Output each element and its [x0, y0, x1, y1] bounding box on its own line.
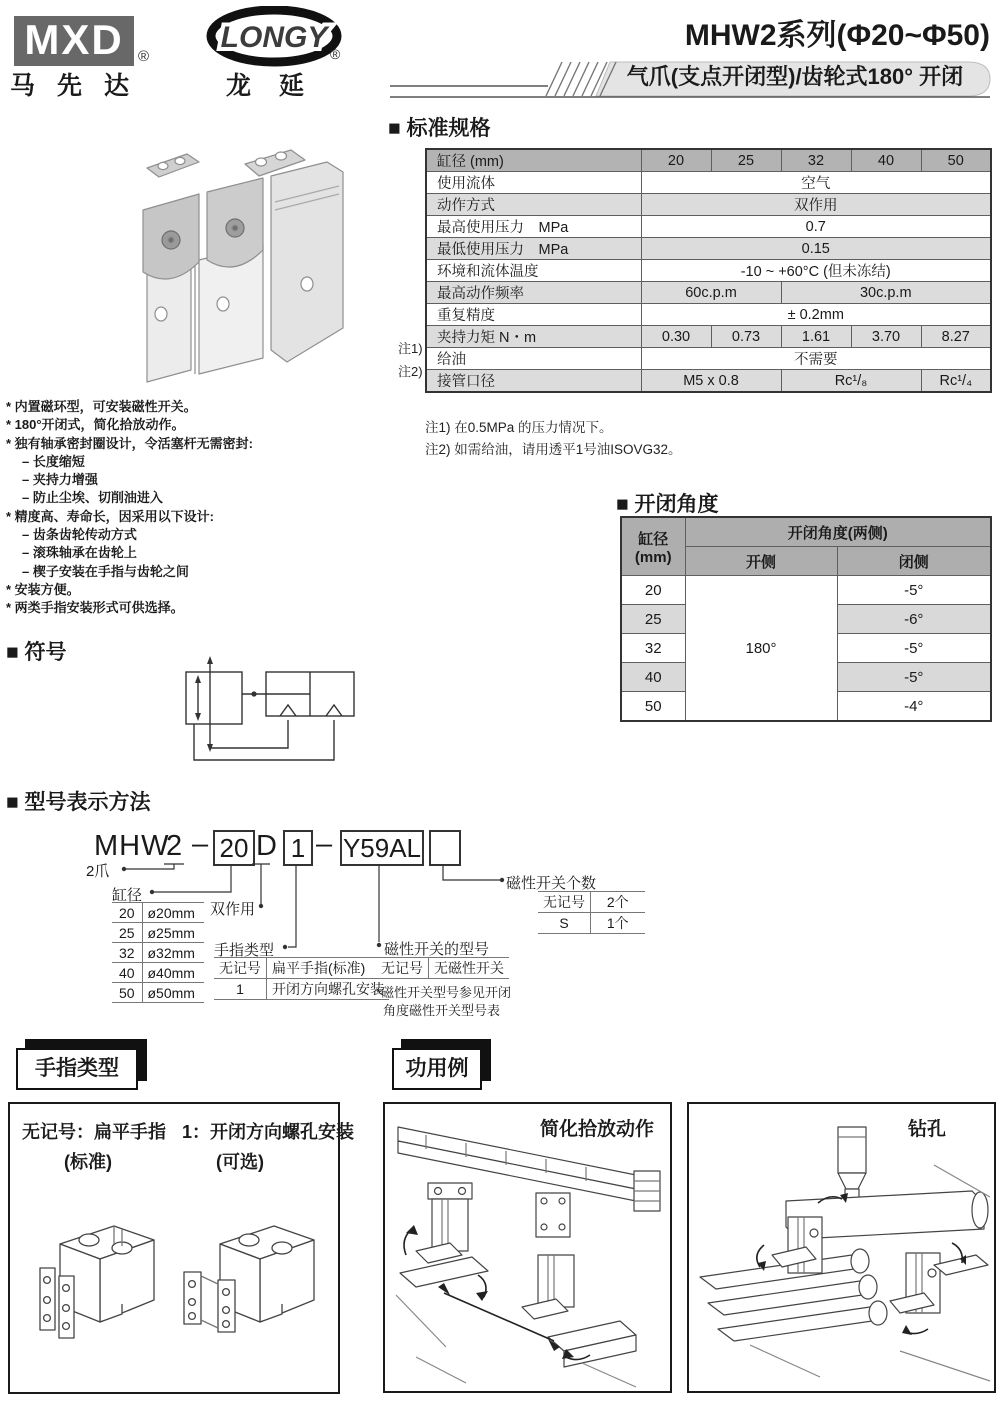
model-switch-note-1: *磁性开关型号参见开闭	[376, 985, 512, 1000]
spec-note1-prefix: 注1)	[398, 341, 423, 356]
finger-opt-sub: (可选)	[216, 1152, 264, 1172]
symbol-heading: ■ 符号	[6, 641, 67, 664]
bore-size: ø20mm	[142, 903, 204, 923]
model-claw-label: 2爪	[86, 863, 110, 880]
feature-item: * 180°开闭式，简化拾放动作。	[6, 417, 185, 433]
qty-code: 无记号	[538, 892, 591, 913]
angle-bore-cell: 32	[621, 634, 685, 663]
angle-close-cell: -6°	[837, 605, 991, 634]
feature-subitem: – 长度缩短	[22, 453, 85, 469]
spec-row-repeat	[426, 304, 991, 326]
spec-row-port	[426, 370, 991, 393]
spec-cell: 0.15	[641, 238, 991, 260]
spec-cell: 0.73	[711, 326, 781, 348]
angle-bore-header-line2: (mm)	[634, 548, 672, 566]
qty-code: S	[538, 913, 591, 934]
finger-desc: 扁平手指(标准)	[267, 958, 390, 979]
spec-bore: 40	[851, 149, 921, 172]
application-right-caption: 钻孔	[908, 1119, 947, 1140]
model-code-prefix: MHW	[94, 830, 170, 862]
spec-row-label: 使用流体	[426, 172, 641, 194]
longy-registered-mark: ®	[330, 46, 341, 62]
pneumatic-symbol-diagram	[158, 656, 358, 776]
application-left-caption: 简化拾放动作	[540, 1119, 655, 1140]
qty-value: 2个	[591, 892, 645, 913]
feature-item: * 精度高、寿命长，因采用以下设计:	[6, 508, 215, 524]
spec-cell: ± 0.2mm	[641, 304, 991, 326]
spec-header-row	[426, 149, 991, 172]
spec-bore: 25	[711, 149, 781, 172]
angle-open-value: 180°	[685, 576, 837, 722]
angle-heading: ■ 开闭角度	[616, 493, 719, 516]
model-code-switch-box: Y59AL	[340, 830, 424, 866]
model-code-claw: 2	[166, 830, 184, 862]
spec-cell: M5 x 0.8	[641, 370, 781, 393]
finger-optional-illustration	[172, 1196, 332, 1366]
angle-header-row	[621, 517, 991, 547]
model-qty-table	[538, 891, 645, 934]
finger-desc: 开闭方向螺孔安装	[267, 979, 390, 1000]
finger-code: 无记号	[214, 958, 267, 979]
spec-row-label: 重复精度	[426, 304, 641, 326]
spec-header-label: 缸径 (mm)	[426, 149, 641, 172]
spec-row-torque	[426, 326, 991, 348]
spec-row-oil	[426, 348, 991, 370]
angle-table	[620, 516, 992, 722]
spec-row-fluid	[426, 172, 991, 194]
spec-footnote-1: 注1) 在0.5MPa 的压力情况下。	[425, 420, 613, 435]
model-finger-label: 手指类型	[214, 942, 275, 959]
model-double-acting-label: 双作用	[210, 901, 256, 918]
bore-code: 25	[112, 923, 142, 943]
bore-size: ø25mm	[142, 923, 204, 943]
angle-bore-cell: 20	[621, 576, 685, 605]
feature-item: * 独有轴承密封圈设计，令活塞杆无需密封:	[6, 435, 254, 451]
spec-row-label: 环境和流体温度	[426, 260, 641, 282]
longy-logo	[202, 6, 347, 68]
model-switch-label: 磁性开关的型号	[384, 941, 490, 958]
angle-close-cell: -5°	[837, 576, 991, 605]
finger-opt-label: 1：开闭方向螺孔安装	[182, 1122, 355, 1142]
mxd-registered-mark: ®	[138, 48, 150, 65]
angle-close-header: 闭侧	[837, 547, 991, 576]
spec-row-label: 接管口径	[426, 370, 641, 393]
feature-subitem: – 齿条齿轮传动方式	[22, 527, 137, 543]
angle-close-cell: -4°	[837, 692, 991, 722]
angle-bore-header-line1: 缸径	[638, 530, 669, 548]
model-code-finger-box: 1	[283, 830, 313, 866]
feature-item: * 两类手指安装形式可供选择。	[6, 600, 184, 616]
model-bore-label: 缸径	[112, 887, 143, 904]
series-title: MHW2系列(Φ20~Φ50)	[684, 19, 990, 52]
spec-cell: 双作用	[641, 194, 991, 216]
switch-desc: 无磁性开关	[429, 958, 510, 979]
model-code-dash1: –	[192, 828, 210, 860]
feature-subitem: – 滚珠轴承在齿轮上	[22, 545, 137, 561]
longy-logo-text: LONGY	[220, 21, 328, 54]
mxd-logo: MXD	[14, 16, 134, 66]
spec-row-label: 动作方式	[426, 194, 641, 216]
angle-bore-cell: 25	[621, 605, 685, 634]
finger-type-tab: 手指类型	[16, 1048, 138, 1090]
angle-row	[621, 576, 991, 605]
model-heading: ■ 型号表示方法	[6, 791, 151, 814]
bore-code: 50	[112, 983, 142, 1003]
bore-code: 20	[112, 903, 142, 923]
feature-subitem: – 防止尘埃、切削油进入	[22, 490, 163, 506]
finger-standard-illustration	[22, 1196, 172, 1366]
finger-std-sub: (标准)	[64, 1152, 112, 1172]
bore-size: ø40mm	[142, 963, 204, 983]
model-qty-label: 磁性开关个数	[506, 875, 597, 892]
finger-std-label: 无记号：扁平手指	[22, 1122, 166, 1142]
spec-row-label: 最高使用压力 MPa	[426, 216, 641, 238]
model-bore-table	[112, 902, 204, 1003]
feature-list	[6, 398, 406, 618]
spec-row-maxp	[426, 216, 991, 238]
spec-row-minp	[426, 238, 991, 260]
model-finger-table	[214, 957, 389, 1000]
spec-bore: 32	[781, 149, 851, 172]
angle-bore-cell: 40	[621, 663, 685, 692]
angle-bore-header	[621, 517, 685, 576]
spec-cell: 空气	[641, 172, 991, 194]
longy-company-name: 龙延	[226, 72, 333, 100]
spec-cell: 1.61	[781, 326, 851, 348]
spec-row-label: 最高动作频率	[426, 282, 641, 304]
spec-footnote-2: 注2) 如需给油，请用透平1号油ISOVG32。	[425, 442, 682, 457]
finger-code: 1	[214, 979, 267, 1000]
angle-close-cell: -5°	[837, 663, 991, 692]
spec-table	[425, 148, 992, 393]
angle-span-header: 开闭角度(两侧)	[685, 517, 991, 547]
spec-cell: 60c.p.m	[641, 282, 781, 304]
model-code-bore-box: 20	[213, 830, 255, 866]
switch-code: 无记号	[376, 958, 429, 979]
spec-bore: 50	[921, 149, 991, 172]
feature-item: * 内置磁环型，可安装磁性开关。	[6, 399, 197, 414]
drilling-illustration	[690, 1105, 993, 1390]
pick-place-illustration	[386, 1105, 669, 1390]
spec-cell: 30c.p.m	[781, 282, 991, 304]
spec-heading: ■ 标准规格	[388, 117, 491, 140]
spec-row-label: 最低使用压力 MPa	[426, 238, 641, 260]
spec-cell: Rc¹/₄	[921, 370, 991, 393]
spec-cell: 不需要	[641, 348, 991, 370]
spec-cell: -10 ~ +60°C (但未冻结)	[641, 260, 991, 282]
model-switch-note-2: 角度磁性开关型号表	[383, 1003, 501, 1018]
angle-close-cell: -5°	[837, 634, 991, 663]
model-code-d: D	[256, 830, 278, 862]
spec-bore: 20	[641, 149, 711, 172]
spec-note2-prefix: 注2)	[398, 364, 423, 379]
bore-code: 32	[112, 943, 142, 963]
spec-row-temp	[426, 260, 991, 282]
angle-open-header: 开侧	[685, 547, 837, 576]
spec-row-action	[426, 194, 991, 216]
spec-row-label: 夹持力矩 N・m	[426, 326, 641, 348]
product-photo	[95, 132, 395, 400]
model-code-dash2: –	[316, 828, 334, 860]
bore-size: ø32mm	[142, 943, 204, 963]
mxd-company-name: 马先达	[10, 72, 152, 100]
banner-subtitle: 气爪(支点开闭型)/齿轮式180° 开闭	[626, 64, 964, 89]
model-switch-table	[376, 957, 509, 979]
angle-bore-cell: 50	[621, 692, 685, 722]
spec-cell: 0.7	[641, 216, 991, 238]
feature-subitem: – 夹持力增强	[22, 472, 98, 488]
feature-item: * 安装方便。	[6, 581, 80, 597]
spec-row-freq	[426, 282, 991, 304]
bore-code: 40	[112, 963, 142, 983]
spec-cell: 8.27	[921, 326, 991, 348]
spec-row-label: 给油	[426, 348, 641, 370]
application-tab: 功用例	[392, 1048, 482, 1090]
qty-value: 1个	[591, 913, 645, 934]
spec-cell: 3.70	[851, 326, 921, 348]
spec-cell: 0.30	[641, 326, 711, 348]
feature-subitem: – 楔子安装在手指与齿轮之间	[22, 563, 189, 579]
bore-size: ø50mm	[142, 983, 204, 1003]
spec-cell: Rc¹/₈	[781, 370, 921, 393]
